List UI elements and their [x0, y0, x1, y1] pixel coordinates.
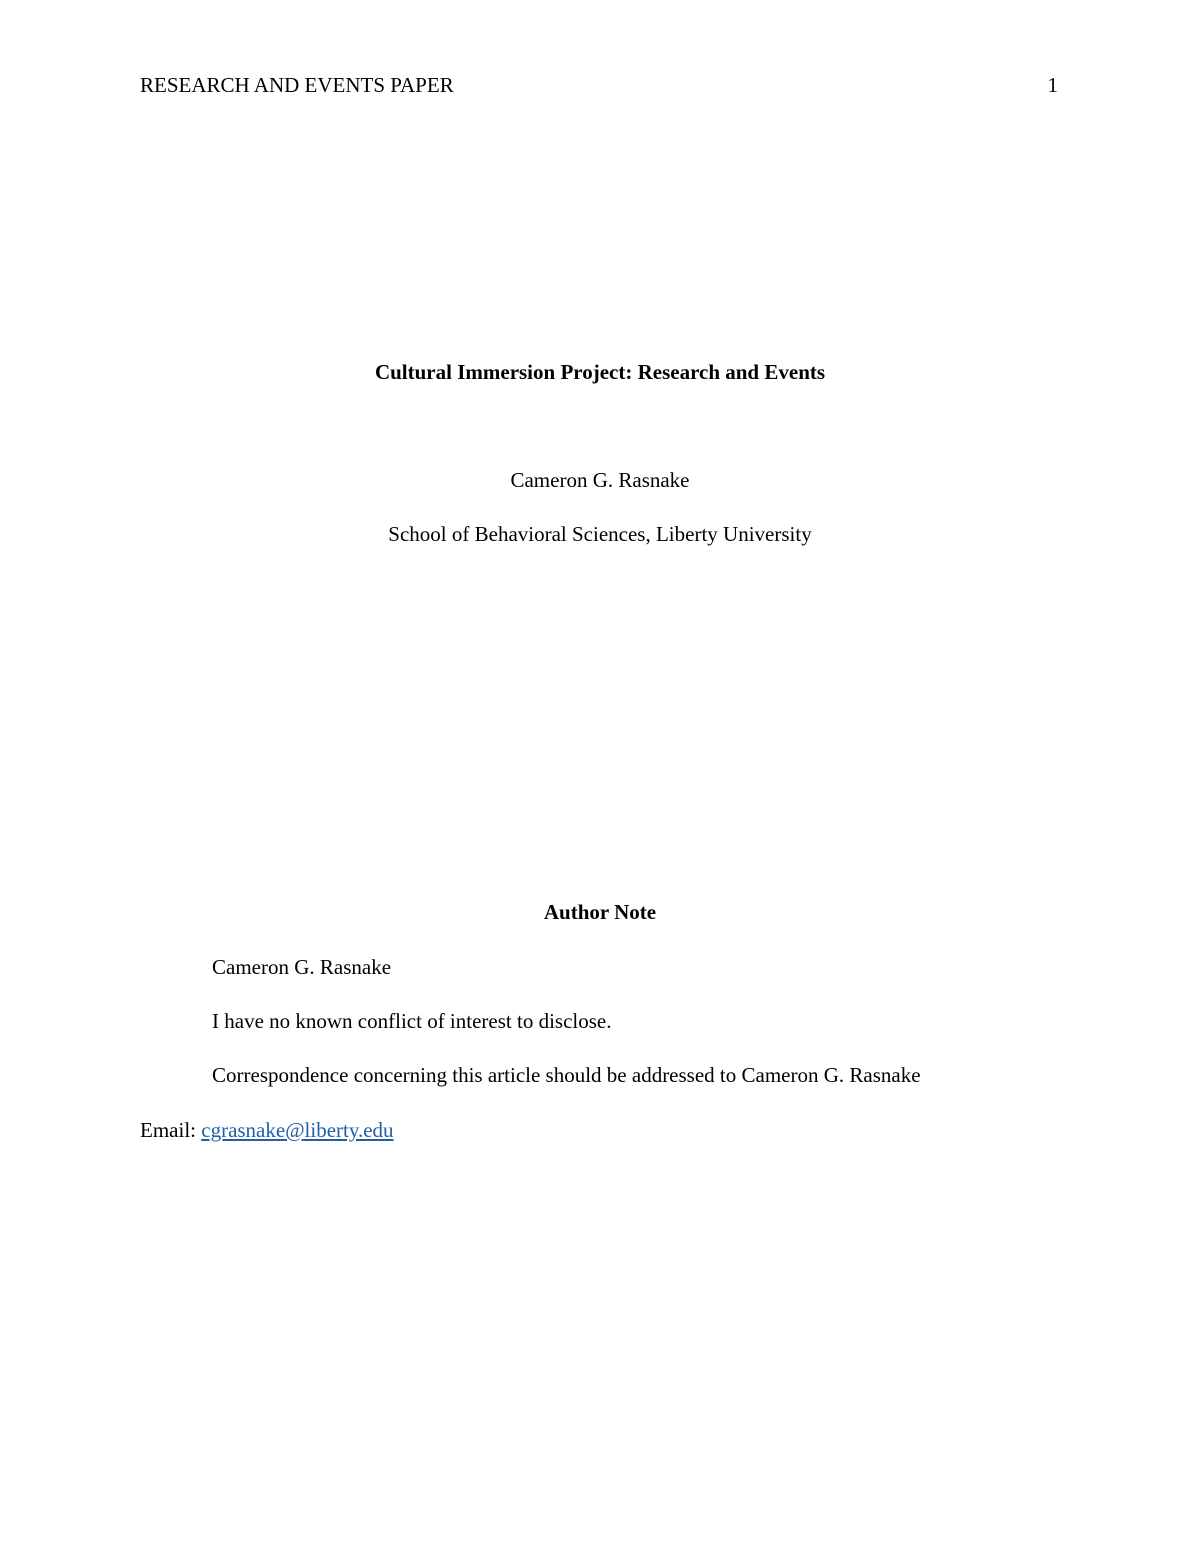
author-note-author: Cameron G. Rasnake	[212, 955, 392, 979]
paper-title: Cultural Immersion Project: Research and Events	[374, 360, 826, 384]
page-number: 1	[1047, 73, 1058, 97]
author-name: Cameron G. Rasnake	[510, 468, 690, 492]
email-label: Email:	[140, 1118, 202, 1142]
running-head: RESEARCH AND EVENTS PAPER	[140, 73, 454, 97]
conflict-statement: I have no known conflict of interest to disclose.	[212, 1009, 612, 1033]
email-line	[140, 1118, 394, 1143]
author-note-heading: Author Note	[543, 900, 657, 924]
email-link[interactable]: cgrasnake@liberty.edu	[201, 1118, 394, 1142]
author-affiliation: School of Behavioral Sciences, Liberty University	[388, 522, 812, 546]
correspondence-statement: Correspondence concerning this article should be addressed to Cameron G. Rasnake	[212, 1063, 921, 1087]
